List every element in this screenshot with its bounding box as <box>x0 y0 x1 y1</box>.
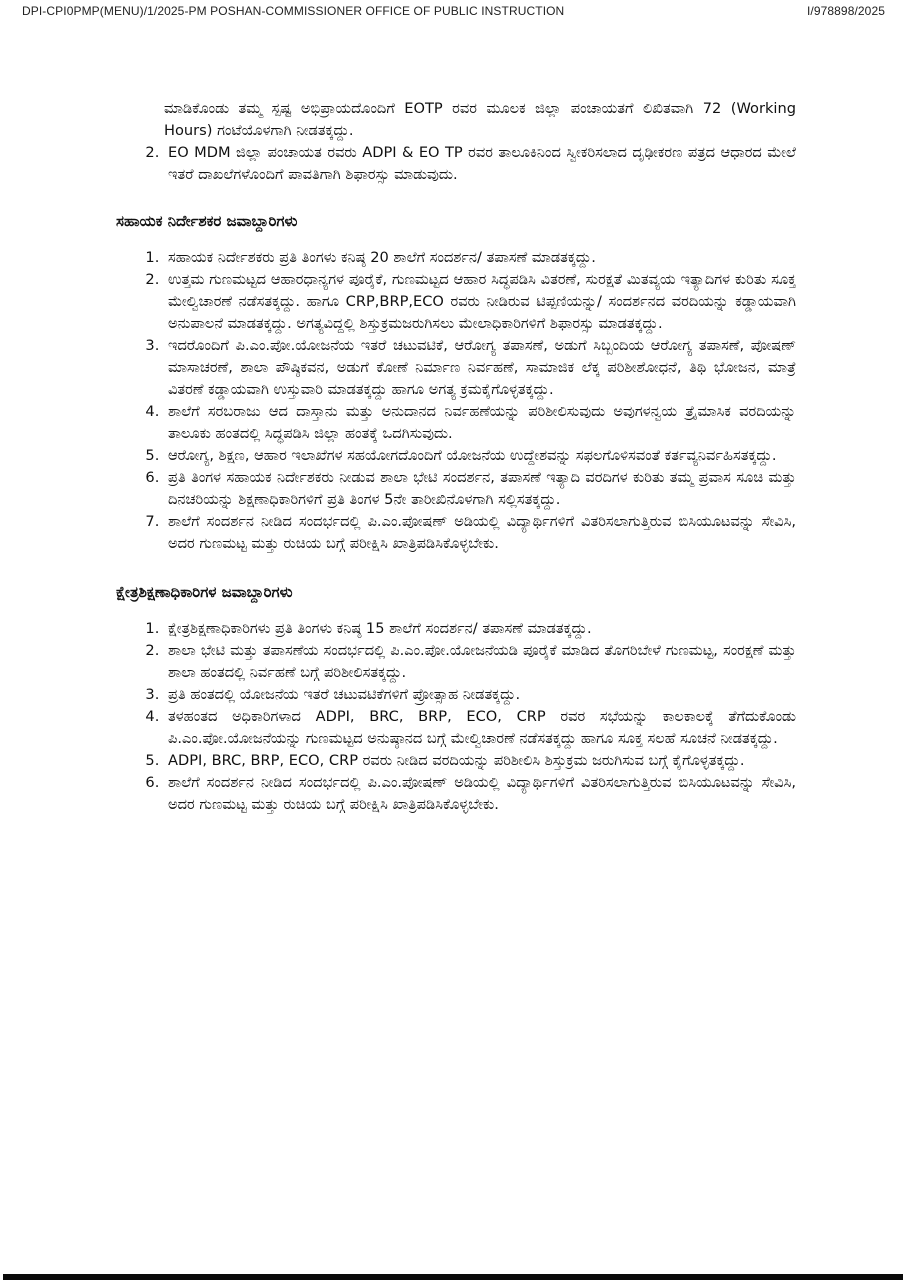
document-header <box>22 4 885 18</box>
section-title-block-education-officer: ಕ್ಷೇತ್ರಶಿಕ್ಷಣಾಧಿಕಾರಿಗಳ ಜವಾಬ್ದಾರಿಗಳು <box>116 583 293 601</box>
list-item: 3. ಪ್ರತಿ ಹಂತದಲ್ಲಿ ಯೋಜನೆಯ ಇತರೆ ಚಟುವಟಿಕೆಗಳಿಗೆ ಪ್ರೋತ್ಸಾಹ ನೀಡತಕ್ಕದ್ದು. <box>164 684 796 706</box>
list-item: 4. ಶಾಲೆಗೆ ಸರಬರಾಜು ಆದ ದಾಸ್ತಾನು ಮತ್ತು ಅನುದಾನದ ನಿರ್ವಹಣೆಯನ್ನು ಪರಿಶೀಲಿಸುವುದು ಅವುಗಳನ್ವಯ ತ್ರೈಮಾಸಿಕ ವರದಿಯನ್ನು ತಾಲೂಕು ಹಂತದಲ್ಲಿ ಸಿದ್ಧಪಡಿಸಿ ಜಿಲ್ಲಾ ಹಂತಕ್ಕೆ ಒದಗಿಸುವುದು. <box>164 401 796 445</box>
list-item: 6. ಪ್ರತಿ ತಿಂಗಳ ಸಹಾಯಕ ನಿರ್ದೇಶಕರು ನೀಡುವ ಶಾಲಾ ಭೇಟಿ ಸಂದರ್ಶನ, ತಪಾಸಣೆ ಇತ್ಯಾದಿ ವರದಿಗಳ ಕುರಿತು ತಮ್ಮ ಪ್ರವಾಸ ಸೂಚಿ ಮತ್ತು ದಿನಚರಿಯನ್ನು ಶಿಕ್ಷಣಾಧಿಕಾರಿಗಳಿಗೆ ಪ್ರತಿ ತಿಂಗಳ 5ನೇ ತಾರೀಖಿನೊಳಗಾಗಿ ಸಲ್ಲಿಸತಕ್ಕದ್ದು. <box>164 467 796 511</box>
list-item: 4. ತಳಹಂತದ ಅಧಿಕಾರಿಗಳಾದ ADPI, BRC, BRP, ECO, CRP ರವರ ಸಭೆಯನ್ನು ಕಾಲಕಾಲಕ್ಕೆ ತೆಗೆದುಕೊಂಡು ಪಿ.ಎಂ.ಪೋ.ಯೋಜನೆಯನ್ನು ಗುಣಮಟ್ಟದ ಅನುಷ್ಠಾನದ ಬಗ್ಗೆ ಮೇಲ್ವಿಚಾರಣೆ ನಡೆಸತಕ್ಕದ್ದು ಹಾಗೂ ಸೂಕ್ತ ಸಲಹೆ ಸೂಚನೆ ನೀಡತಕ್ಕದ್ದು. <box>164 706 796 750</box>
list-item: 1. ಕ್ಷೇತ್ರಶಿಕ್ಷಣಾಧಿಕಾರಿಗಳು ಪ್ರತಿ ತಿಂಗಳು ಕನಿಷ್ಠ 15 ಶಾಲೆಗೆ ಸಂದರ್ಶನ/ ತಪಾಸಣೆ ಮಾಡತಕ್ಕದ್ದು. <box>164 618 796 640</box>
list-item: 5. ADPI, BRC, BRP, ECO, CRP ರವರು ನೀಡಿದ ವರದಿಯನ್ನು ಪರಿಶೀಲಿಸಿ ಶಿಸ್ತುಕ್ರಮ ಜರುಗಿಸುವ ಬಗ್ಗೆ ಕೈಗೊಳ್ಳತಕ್ಕದ್ದು. <box>164 750 796 772</box>
reference-number: DPI-CPI0PMP(MENU)/1/2025-PM POSHAN-COMMISSIONER OFFICE OF PUBLIC INSTRUCTION <box>22 4 565 18</box>
assistant-director-duties-list <box>116 247 796 555</box>
list-item: 3. ಇದರೊಂದಿಗೆ ಪಿ.ಎಂ.ಪೋ.ಯೋಜನೆಯ ಇತರೆ ಚಟುವಟಿಕೆ, ಆರೋಗ್ಯ ತಪಾಸಣೆ, ಅಡುಗೆ ಸಿಬ್ಬಂದಿಯ ಆರೋಗ್ಯ ತಪಾಸಣೆ, ಪೋಷಣ್ ಮಾಸಾಚರಣೆ, ಶಾಲಾ ಪೌಷ್ಠಿಕವನ, ಅಡುಗೆ ಕೋಣೆ ನಿರ್ಮಾಣ ನಿರ್ವಹಣೆ, ಸಾಮಾಜಿಕ ಲೆಕ್ಕ ಪರಿಶೀಶೋಧನೆ, ತಿಥಿ ಭೋಜನ, ಮಾತ್ರೆ ವಿತರಣೆ ಕಡ್ಡಾಯವಾಗಿ ಉಸ್ತುವಾರಿ ಮಾಡತಕ್ಕದ್ದು ಹಾಗೂ ಅಗತ್ಯ ಕ್ರಮಕೈಗೊಳ್ಳತಕ್ಕದ್ದು. <box>164 335 796 401</box>
document-body <box>116 98 796 816</box>
list-item: 1. ಸಹಾಯಕ ನಿರ್ದೇಶಕರು ಪ್ರತಿ ತಿಂಗಳು ಕನಿಷ್ಠ 20 ಶಾಲೆಗೆ ಸಂದರ್ಶನ/ ತಪಾಸಣೆ ಮಾಡತಕ್ಕದ್ದು. <box>164 247 796 269</box>
block-education-officer-duties-list <box>116 618 796 816</box>
list-item: 2. ಉತ್ತಮ ಗುಣಮಟ್ಟದ ಆಹಾರಧಾನ್ಯಗಳ ಪೂರೈಕೆ, ಗುಣಮಟ್ಟದ ಆಹಾರ ಸಿದ್ಧಪಡಿಸಿ ವಿತರಣೆ, ಸುರಕ್ಷತೆ ಮಿತವ್ಯಯ ಇತ್ಯಾದಿಗಳ ಕುರಿತು ಸೂಕ್ತ ಮೇಲ್ವಿಚಾರಣೆ ನಡೆಸತಕ್ಕದ್ದು. ಹಾಗೂ CRP,BRP,ECO ರವರು ನೀಡಿರುವ ಟಿಪ್ಪಣಿಯನ್ನು/ ಸಂದರ್ಶನದ ವರದಿಯನ್ನು ಕಡ್ಡಾಯವಾಗಿ ಅನುಪಾಲನೆ ಮಾಡತಕ್ಕದ್ದು. ಅಗತ್ಯವಿದ್ದಲ್ಲಿ ಶಿಸ್ತುಕ್ರಮಜರುಗಿಸಲು ಮೇಲಾಧಿಕಾರಿಗಳಿಗೆ ಶಿಫಾರಸ್ಸು ಮಾಡತಕ್ಕದ್ದು. <box>164 269 796 335</box>
continued-paragraph: ಮಾಡಿಕೊಂಡು ತಮ್ಮ ಸ್ಪಷ್ಟ ಅಭಿಪ್ರಾಯದೊಂದಿಗೆ EOTP ರವರ ಮೂಲಕ ಜಿಲ್ಲಾ ಪಂಚಾಯತಗೆ ಲಿಖಿತವಾಗಿ 72 (Working Hours) ಗಂಟೆಯೊಳಗಾಗಿ ನೀಡತಕ್ಕದ್ದು. <box>164 100 796 139</box>
list-item: 2. ಶಾಲಾ ಭೇಟಿ ಮತ್ತು ತಪಾಸಣೆಯ ಸಂದರ್ಭದಲ್ಲಿ ಪಿ.ಎಂ.ಪೋ.ಯೋಜನೆಯಡಿ ಪೂರೈಕೆ ಮಾಡಿದ ತೊಗರಿಬೇಳೆ ಗುಣಮಟ್ಟ, ಸಂರಕ್ಷಣೆ ಮತ್ತು ಶಾಲಾ ಹಂತದಲ್ಲಿ ನಿರ್ವಹಣೆ ಬಗ್ಗೆ ಪರಿಶೀಲಿಸತಕ್ಕದ್ದು. <box>164 640 796 684</box>
section-title-assistant-director: ಸಹಾಯಕ ನಿರ್ದೇಶಕರ ಜವಾಬ್ದಾರಿಗಳು <box>116 212 298 230</box>
list-item: 5. ಆರೋಗ್ಯ, ಶಿಕ್ಷಣ, ಆಹಾರ ಇಲಾಖೆಗಳ ಸಹಯೋಗದೊಂದಿಗೆ ಯೋಜನೆಯ ಉದ್ದೇಶವನ್ನು ಸಫಲಗೊಳಿಸವಂತೆ ಕರ್ತವ್ಯನಿರ್ವಹಿಸತಕ್ಕದ್ದು. <box>164 445 796 467</box>
scan-bottom-edge <box>3 1274 903 1280</box>
list-item: 7. ಶಾಲೆಗೆ ಸಂದರ್ಶನ ನೀಡಿದ ಸಂದರ್ಭದಲ್ಲಿ ಪಿ.ಎಂ.ಪೋಷಣ್ ಅಡಿಯಲ್ಲಿ ವಿದ್ಯಾರ್ಥಿಗಳಿಗೆ ವಿತರಿಸಲಾಗುತ್ತಿರುವ ಬಿಸಿಯೂಟವನ್ನು ಸೇವಿಸಿ, ಅದರ ಗುಣಮಟ್ಟ ಮತ್ತು ರುಚಿಯ ಬಗ್ಗೆ ಪರೀಕ್ಷಿಸಿ ಖಾತ್ರಿಪಡಿಸಿಕೊಳ್ಳಬೇಕು. <box>164 511 796 555</box>
file-number: I/978898/2025 <box>806 4 885 18</box>
intro-list <box>116 142 796 186</box>
list-item: 6. ಶಾಲೆಗೆ ಸಂದರ್ಶನ ನೀಡಿದ ಸಂದರ್ಭದಲ್ಲಿ ಪಿ.ಎಂ.ಪೋಷಣ್ ಅಡಿಯಲ್ಲಿ ವಿದ್ಯಾರ್ಥಿಗಳಿಗೆ ವಿತರಿಸಲಾಗುತ್ತಿರುವ ಬಿಸಿಯೂಟವನ್ನು ಸೇವಿಸಿ, ಅದರ ಗುಣಮಟ್ಟ ಮತ್ತು ರುಚಿಯ ಬಗ್ಗೆ ಪರೀಕ್ಷಿಸಿ ಖಾತ್ರಿಪಡಿಸಿಕೊಳ್ಳಬೇಕು. <box>164 772 796 816</box>
list-item: 2. EO MDM ಜಿಲ್ಲಾ ಪಂಚಾಯತ ರವರು ADPI & EO TP ರವರ ತಾಲೂಕಿನಿಂದ ಸ್ವೀಕರಿಸಲಾದ ದೃಢೀಕರಣ ಪತ್ರದ ಆಧಾರದ ಮೇಲೆ ಇತರೆ ದಾಖಲೆಗಳೊಂದಿಗೆ ಪಾವತಿಗಾಗಿ ಶಿಫಾರಸ್ಸು ಮಾಡುವುದು. <box>164 142 796 186</box>
